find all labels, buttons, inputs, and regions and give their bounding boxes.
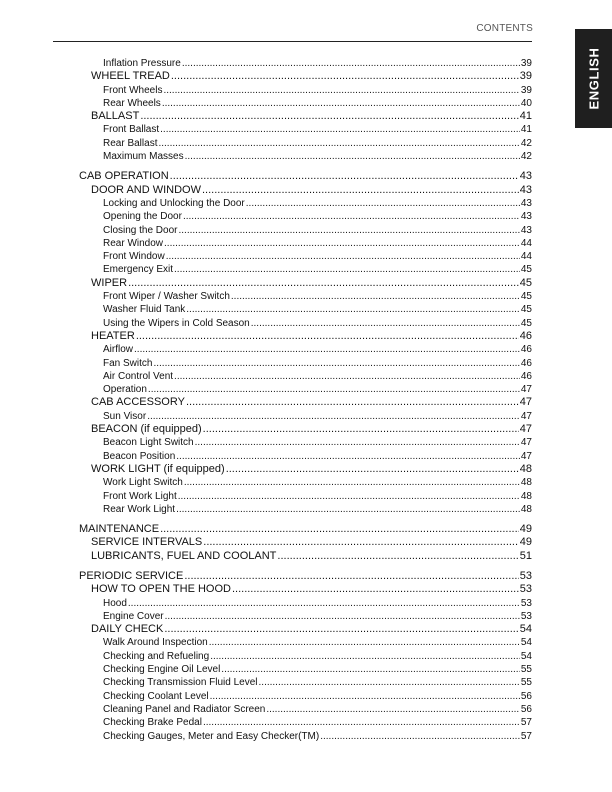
toc-entry-title: Cleaning Panel and Radiator Screen (103, 703, 266, 715)
toc-entry[interactable] (0, 110, 532, 123)
toc-entry-page: 47 (520, 410, 532, 422)
toc-entry-title: MAINTENANCE (79, 523, 160, 536)
toc-entry[interactable] (0, 396, 532, 409)
toc-entry-title: Washer Fluid Tank (103, 304, 186, 316)
toc-entry-page: 43 (520, 197, 532, 209)
toc-entry-title: Checking Brake Pedal (103, 717, 202, 729)
toc-entry-page: 45 (520, 304, 532, 316)
toc-entry-title: Maximum Masses (103, 151, 184, 163)
toc-entry-page: 49 (519, 523, 532, 536)
toc-entry-page: 39 (520, 84, 532, 96)
toc-leader-dots (185, 150, 520, 163)
toc-leader-dots (166, 250, 520, 263)
toc-entry-title: Front Wiper / Washer Switch (103, 291, 230, 303)
toc-entry-page: 47 (520, 450, 532, 462)
toc-entry-title: PERIODIC SERVICE (79, 569, 184, 582)
toc-entry-page: 43 (519, 170, 532, 183)
toc-entry-page: 48 (519, 462, 532, 475)
toc-entry[interactable] (0, 436, 532, 449)
toc-entry-page: 39 (519, 70, 532, 83)
toc-entry[interactable] (0, 370, 532, 383)
toc-entry[interactable] (0, 703, 532, 716)
toc-entry-title: Fan Switch (103, 357, 153, 369)
toc-entry[interactable] (0, 623, 532, 636)
toc-leader-dots (186, 303, 520, 316)
toc-entry[interactable] (0, 690, 532, 703)
toc-entry-title: Air Control Vent (103, 370, 174, 382)
toc-entry[interactable] (0, 583, 532, 596)
toc-entry-title: Front Work Light (103, 490, 177, 502)
toc-leader-dots (178, 224, 519, 237)
header-divider (53, 41, 532, 42)
toc-entry-title: Rear Ballast (103, 137, 158, 149)
toc-entry[interactable] (0, 137, 532, 150)
toc-leader-dots (277, 550, 518, 563)
language-tab-label: ENGLISH (586, 47, 602, 110)
toc-entry-page: 56 (520, 690, 532, 702)
toc-leader-dots (221, 663, 520, 676)
toc-entry-title: Walk Around Inspection (103, 637, 208, 649)
toc-entry[interactable] (0, 597, 532, 610)
toc-entry[interactable] (0, 450, 532, 463)
toc-entry-page: 54 (520, 650, 532, 662)
toc-entry-title: Checking Coolant Level (103, 690, 209, 702)
toc-entry-page: 43 (520, 224, 532, 236)
toc-leader-dots (176, 503, 520, 516)
toc-leader-dots (170, 170, 519, 183)
toc-entry-page: 51 (519, 549, 532, 562)
toc-entry[interactable] (0, 210, 532, 223)
toc-entry-title: Emergency Exit (103, 264, 174, 276)
toc-entry-page: 41 (520, 124, 532, 136)
toc-entry-page: 46 (519, 329, 532, 342)
toc-entry[interactable] (0, 676, 532, 689)
toc-entry-page: 42 (520, 137, 532, 149)
toc-leader-dots (183, 210, 520, 223)
toc-entry-title: Airflow (103, 344, 134, 356)
toc-entry-title: WHEEL TREAD (91, 70, 170, 83)
toc-entry[interactable] (0, 730, 532, 743)
toc-leader-dots (128, 277, 519, 290)
toc-entry-page: 45 (520, 317, 532, 329)
toc-entry-title: Checking and Refueling (103, 650, 210, 662)
toc-entry[interactable] (0, 490, 532, 503)
toc-entry[interactable] (0, 383, 532, 396)
toc-entry-title: Checking Transmission Fluid Level (103, 677, 258, 689)
toc-entry-title: Checking Engine Oil Level (103, 664, 221, 676)
toc-leader-dots (209, 636, 520, 649)
toc-entry[interactable] (0, 343, 532, 356)
toc-leader-dots (251, 317, 520, 330)
toc-entry[interactable] (0, 290, 532, 303)
toc-leader-dots (147, 410, 520, 423)
toc-entry[interactable] (0, 550, 532, 563)
toc-leader-dots (203, 716, 520, 729)
toc-entry[interactable] (0, 263, 532, 276)
toc-entry-page: 41 (519, 110, 532, 123)
toc-entry-title: SERVICE INTERVALS (91, 536, 203, 549)
toc-entry[interactable] (0, 224, 532, 237)
toc-leader-dots (259, 676, 520, 689)
toc-entry[interactable] (0, 357, 532, 370)
section-gap (0, 563, 612, 570)
toc-entry[interactable] (0, 463, 532, 476)
toc-entry-title: Closing the Door (103, 224, 178, 236)
toc-entry-title: Engine Cover (103, 610, 164, 622)
toc-entry-title: Inflation Pressure (103, 58, 181, 69)
toc-entry-page: 53 (520, 610, 532, 622)
section-gap (0, 516, 612, 523)
toc-entry-page: 53 (519, 583, 532, 596)
toc-leader-dots (203, 536, 518, 549)
toc-entry-title: Locking and Unlocking the Door (103, 197, 245, 209)
toc-entry-page: 44 (520, 237, 532, 249)
toc-entry-page: 42 (520, 151, 532, 163)
toc-entry-title: Beacon Light Switch (103, 437, 194, 449)
toc-entry-page: 54 (520, 637, 532, 649)
toc-entry-page: 46 (520, 370, 532, 382)
toc-entry-title: DAILY CHECK (91, 623, 164, 636)
toc-leader-dots (158, 137, 519, 150)
toc-leader-dots (246, 197, 520, 210)
toc-entry-page: 45 (519, 276, 532, 289)
toc-leader-dots (160, 523, 519, 536)
toc-entry-page: 47 (520, 437, 532, 449)
section-header-label: CONTENTS (476, 23, 533, 34)
toc-leader-dots (195, 436, 520, 449)
toc-entry-page: 55 (520, 664, 532, 676)
toc-entry[interactable] (0, 523, 532, 536)
toc-entry-title: BEACON (if equipped) (91, 423, 202, 436)
toc-leader-dots (165, 610, 520, 623)
toc-entry-page: 45 (520, 291, 532, 303)
toc-entry[interactable] (0, 410, 532, 423)
toc-entry-title: Front Ballast (103, 124, 160, 136)
toc-leader-dots (202, 184, 519, 197)
toc-entry-title: LUBRICANTS, FUEL AND COOLANT (91, 549, 277, 562)
toc-leader-dots (171, 70, 519, 83)
toc-entry-page: 56 (520, 703, 532, 715)
toc-leader-dots (136, 330, 519, 343)
toc-entry-page: 55 (520, 677, 532, 689)
toc-entry-title: HOW TO OPEN THE HOOD (91, 583, 231, 596)
toc-leader-dots (140, 110, 518, 123)
toc-leader-dots (176, 450, 520, 463)
toc-entry-page: 57 (520, 717, 532, 729)
toc-entry[interactable] (0, 277, 532, 290)
toc-entry[interactable] (0, 330, 532, 343)
toc-entry-page: 46 (520, 344, 532, 356)
toc-leader-dots (174, 370, 520, 383)
toc-leader-dots (320, 730, 520, 743)
toc-leader-dots (153, 357, 519, 370)
toc-leader-dots (160, 123, 520, 136)
toc-entry-title: CAB OPERATION (79, 170, 169, 183)
toc-entry-title: CAB ACCESSORY (91, 396, 185, 409)
toc-leader-dots (164, 237, 520, 250)
toc-entry[interactable] (0, 636, 532, 649)
toc-leader-dots (182, 57, 520, 70)
toc-entry-page: 47 (519, 423, 532, 436)
toc-leader-dots (148, 383, 520, 396)
toc-entry-page: 48 (520, 477, 532, 489)
toc-entry-page: 43 (519, 183, 532, 196)
toc-entry[interactable] (0, 237, 532, 250)
toc-entry-page: 53 (519, 569, 532, 582)
toc-entry[interactable] (0, 650, 532, 663)
toc-entry-page: 46 (520, 357, 532, 369)
toc-entry-title: DOOR AND WINDOW (91, 183, 201, 196)
toc-entry-page: 40 (520, 97, 532, 109)
toc-entry-page: 45 (520, 264, 532, 276)
toc-entry[interactable] (0, 123, 532, 136)
toc-entry-title: HEATER (91, 329, 135, 342)
toc-entry-page: 39 (520, 58, 532, 69)
section-gap (0, 163, 612, 170)
toc-entry[interactable] (0, 503, 532, 516)
toc-leader-dots (163, 84, 519, 97)
toc-entry-page: 47 (520, 384, 532, 396)
toc-entry-title: Front Wheels (103, 84, 163, 96)
toc-leader-dots (203, 423, 519, 436)
toc-entry-title: Rear Work Light (103, 503, 176, 515)
toc-entry-title: Using the Wipers in Cold Season (103, 317, 250, 329)
toc-entry-title: Opening the Door (103, 211, 182, 223)
toc-entry-page: 48 (520, 490, 532, 502)
toc-entry[interactable] (0, 317, 532, 330)
toc-leader-dots (266, 703, 520, 716)
toc-leader-dots (134, 343, 520, 356)
toc-entry-page: 53 (520, 597, 532, 609)
toc-entry-page: 54 (519, 623, 532, 636)
toc-leader-dots (184, 476, 520, 489)
toc-entry-page: 43 (520, 211, 532, 223)
toc-entry-title: BALLAST (91, 110, 140, 123)
toc-entry[interactable] (0, 84, 532, 97)
table-of-contents (0, 57, 612, 743)
toc-leader-dots (164, 623, 518, 636)
toc-entry-title: Rear Window (103, 237, 164, 249)
toc-entry-title: Hood (103, 597, 127, 609)
toc-leader-dots (128, 597, 520, 610)
toc-entry[interactable] (0, 536, 532, 549)
toc-leader-dots (162, 97, 520, 110)
toc-entry[interactable] (0, 70, 532, 83)
toc-entry-title: Beacon Position (103, 450, 176, 462)
toc-entry-title: Front Window (103, 251, 165, 263)
toc-leader-dots (178, 490, 520, 503)
toc-entry-page: 48 (520, 503, 532, 515)
toc-entry-page: 47 (519, 396, 532, 409)
toc-entry-page: 49 (519, 536, 532, 549)
toc-entry[interactable] (0, 97, 532, 110)
toc-entry-title: Work Light Switch (103, 477, 183, 489)
toc-entry[interactable] (0, 303, 532, 316)
toc-leader-dots (226, 463, 519, 476)
toc-entry-title: Rear Wheels (103, 97, 161, 109)
toc-entry-page: 44 (520, 251, 532, 263)
toc-entry[interactable] (0, 570, 532, 583)
toc-leader-dots (174, 263, 520, 276)
toc-entry[interactable] (0, 150, 532, 163)
toc-leader-dots (231, 290, 520, 303)
toc-entry[interactable] (0, 57, 532, 70)
toc-leader-dots (184, 570, 518, 583)
toc-entry[interactable] (0, 184, 532, 197)
toc-entry-title: WORK LIGHT (if equipped) (91, 462, 225, 475)
toc-entry[interactable] (0, 423, 532, 436)
toc-entry[interactable] (0, 663, 532, 676)
toc-entry[interactable] (0, 170, 532, 183)
toc-leader-dots (210, 690, 520, 703)
toc-entry[interactable] (0, 250, 532, 263)
toc-entry[interactable] (0, 610, 532, 623)
toc-leader-dots (210, 650, 520, 663)
toc-entry-page: 57 (520, 730, 532, 742)
toc-entry[interactable] (0, 716, 532, 729)
toc-leader-dots (186, 396, 519, 409)
toc-entry-title: Checking Gauges, Meter and Easy Checker(TM) (103, 730, 320, 742)
toc-leader-dots (232, 583, 519, 596)
toc-entry-title: Sun Visor (103, 410, 147, 422)
toc-entry-title: Operation (103, 384, 147, 396)
toc-entry[interactable] (0, 197, 532, 210)
toc-entry[interactable] (0, 476, 532, 489)
toc-entry-title: WIPER (91, 276, 128, 289)
